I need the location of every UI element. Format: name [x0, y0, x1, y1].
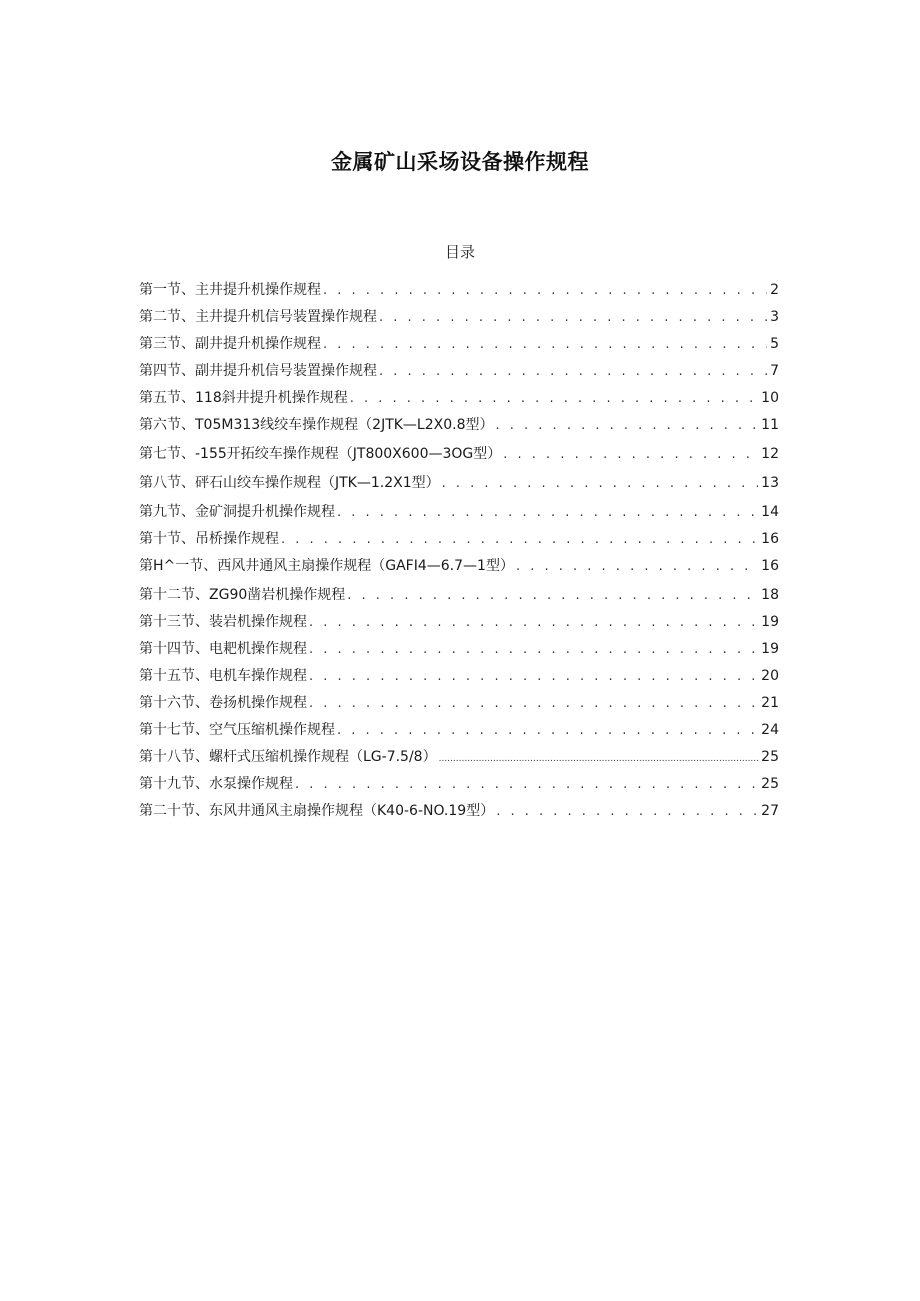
toc-entry-page-number: 5: [770, 336, 779, 352]
toc-leader-dots: [337, 499, 758, 526]
toc-leader-dots: [439, 746, 759, 773]
toc-entry[interactable]: [139, 582, 779, 609]
toc-entry-title: 第十七节、空气压缩机操作规程: [139, 722, 335, 738]
toc-entry-page-number: 13: [761, 475, 779, 491]
toc-entry-title: 第五节、118斜井提升机操作规程: [139, 390, 348, 406]
toc-entry-title: 第六节、T05M313线绞车操作规程（2JTK—L2X0.8型）: [139, 417, 494, 433]
toc-entry-page-number: 27: [761, 803, 779, 819]
toc-entry-page-number: 24: [761, 722, 779, 738]
toc-entry[interactable]: [139, 499, 779, 526]
toc-entry-page-number: 19: [761, 641, 779, 657]
toc-entry-title: 第十三节、装岩机操作规程: [139, 614, 307, 630]
toc-entry[interactable]: [139, 412, 779, 441]
toc-leader-dots: [347, 582, 758, 609]
toc-entry[interactable]: [139, 553, 779, 582]
toc-entry[interactable]: [139, 636, 779, 663]
toc-leader-dots: [379, 304, 767, 331]
toc-entry-title: 第十四节、电耙机操作规程: [139, 641, 307, 657]
toc-entry-title: 第十节、吊桥操作规程: [139, 531, 279, 547]
toc-entry-title: 第十五节、电机车操作规程: [139, 668, 307, 684]
toc-entry[interactable]: [139, 663, 779, 690]
toc-leader-dots: [309, 609, 758, 636]
toc-entry[interactable]: [139, 744, 779, 771]
toc-entry-title: 第十二节、ZG90凿岩机操作规程: [139, 587, 346, 603]
toc-entry-page-number: 25: [761, 776, 779, 792]
toc-entry[interactable]: [139, 331, 779, 358]
toc-entry[interactable]: [139, 609, 779, 636]
toc-entry-page-number: 14: [761, 504, 779, 520]
toc-leader-dots: [323, 277, 767, 304]
toc-entry-page-number: 11: [761, 417, 779, 433]
toc-entry-page-number: 16: [761, 558, 779, 574]
toc-leader-dots: [379, 358, 767, 385]
toc-entry-page-number: 12: [761, 446, 779, 462]
toc-leader-dots: [496, 412, 759, 439]
toc-entry-title: 第七节、-155开拓绞车操作规程（JT800X600—3OG型）: [139, 446, 502, 462]
toc-entry[interactable]: [139, 717, 779, 744]
toc-entry-title: 第八节、砰石山绞车操作规程（JTK—1.2X1型）: [139, 475, 440, 491]
toc-entry[interactable]: [139, 277, 779, 304]
toc-entry-page-number: 10: [761, 390, 779, 406]
toc-leader-dots: [323, 331, 767, 358]
toc-entry-page-number: 18: [761, 587, 779, 603]
toc-entry-title: 第三节、副井提升机操作规程: [139, 336, 321, 352]
toc-entry[interactable]: [139, 385, 779, 412]
toc-entry[interactable]: [139, 470, 779, 499]
toc-entry[interactable]: [139, 526, 779, 553]
toc-entry-title: 第十八节、螺杆式压缩机操作规程（LG-7.5/8）: [139, 749, 437, 765]
toc-entry[interactable]: [139, 771, 779, 798]
toc-leader-dots: [309, 690, 758, 717]
toc-entry[interactable]: [139, 798, 779, 825]
toc-leader-dots: [337, 717, 758, 744]
toc-entry[interactable]: [139, 690, 779, 717]
toc-entry-title: 第十九节、水泵操作规程: [139, 776, 293, 792]
table-of-contents: [139, 277, 779, 825]
toc-entry-title: 第二节、主井提升机信号装置操作规程: [139, 309, 377, 325]
toc-entry-title: 第十六节、卷扬机操作规程: [139, 695, 307, 711]
toc-leader-dots: [295, 771, 758, 798]
toc-heading: 目录: [444, 243, 475, 261]
toc-entry[interactable]: [139, 304, 779, 331]
toc-entry[interactable]: [139, 358, 779, 385]
toc-entry-title: 第九节、金矿洞提升机操作规程: [139, 504, 335, 520]
toc-leader-dots: [350, 385, 758, 412]
toc-entry-title: 第二十节、东风井通风主扇操作规程（K40-6-NO.19型）: [139, 803, 495, 819]
toc-leader-dots: [309, 663, 758, 690]
toc-leader-dots: [503, 441, 758, 468]
toc-leader-dots: [442, 470, 759, 497]
toc-leader-dots: [516, 553, 758, 580]
toc-entry-page-number: 7: [770, 363, 779, 379]
toc-leader-dots: [496, 798, 758, 825]
toc-entry-page-number: 25: [761, 749, 779, 765]
toc-entry-title: 第四节、副井提升机信号装置操作规程: [139, 363, 377, 379]
toc-entry-page-number: 21: [761, 695, 779, 711]
toc-entry-page-number: 3: [770, 309, 779, 325]
toc-entry-title: 第一节、主井提升机操作规程: [139, 282, 321, 298]
toc-leader-dots: [309, 636, 758, 663]
toc-entry[interactable]: [139, 441, 779, 470]
document-title: 金属矿山采场设备操作规程: [331, 150, 589, 174]
toc-entry-title: 第H^一节、西风井通风主扇操作规程（GAFI4—6.7—1型）: [139, 558, 514, 574]
toc-entry-page-number: 2: [770, 282, 779, 298]
toc-entry-page-number: 19: [761, 614, 779, 630]
toc-entry-page-number: 20: [761, 668, 779, 684]
toc-leader-dots: [281, 526, 758, 553]
toc-entry-page-number: 16: [761, 531, 779, 547]
